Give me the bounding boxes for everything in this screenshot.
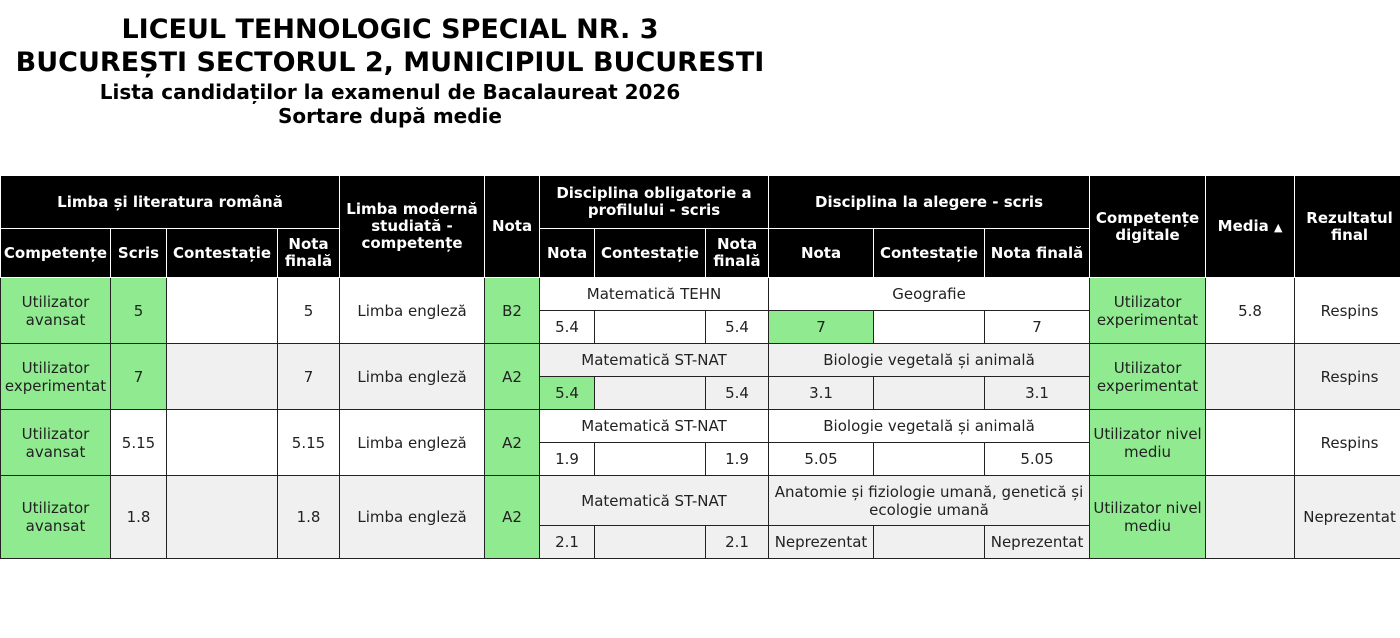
cell-competente: Utilizator experimentat xyxy=(1,344,111,410)
cell-digitale: Utilizator nivel mediu xyxy=(1090,476,1206,559)
header-scris[interactable]: Scris xyxy=(111,229,167,278)
cell-alegere-nota: Neprezentat xyxy=(769,526,874,559)
cell-alegere-name: Biologie vegetală și animală xyxy=(769,410,1090,443)
cell-contestatie xyxy=(167,344,278,410)
cell-rezultat: Respins xyxy=(1295,278,1400,344)
cell-nota-finala: 5 xyxy=(278,278,340,344)
cell-nota-limba: B2 xyxy=(485,278,540,344)
cell-nota-finala: 1.8 xyxy=(278,476,340,559)
header-media-label: Media xyxy=(1217,216,1269,235)
cell-alegere-nota-finala: 5.05 xyxy=(985,443,1090,476)
header-alegere-contestatie[interactable]: Contestație xyxy=(874,229,985,278)
header-digitale[interactable]: Competențe digitale xyxy=(1090,176,1206,278)
cell-oblig-nota: 5.4 xyxy=(540,311,595,344)
cell-media xyxy=(1206,410,1295,476)
cell-competente: Utilizator avansat xyxy=(1,278,111,344)
cell-rezultat: Respins xyxy=(1295,344,1400,410)
table-body xyxy=(1,278,1400,559)
cell-oblig-contestatie xyxy=(595,377,706,410)
cell-alegere-contestatie xyxy=(874,377,985,410)
cell-digitale: Utilizator experimentat xyxy=(1090,278,1206,344)
cell-digitale: Utilizator nivel mediu xyxy=(1090,410,1206,476)
cell-oblig-nota-finala: 5.4 xyxy=(706,377,769,410)
cell-alegere-nota: 7 xyxy=(769,311,874,344)
sort-ascending-icon[interactable]: ▲ xyxy=(1273,220,1283,234)
cell-media xyxy=(1206,344,1295,410)
header-oblig-nota[interactable]: Nota xyxy=(540,229,595,278)
cell-alegere-nota-finala: Neprezentat xyxy=(985,526,1090,559)
cell-nota-limba: A2 xyxy=(485,344,540,410)
cell-alegere-name: Anatomie și fiziologie umană, genetică și ecologie umană xyxy=(769,476,1090,526)
cell-oblig-nota-finala: 1.9 xyxy=(706,443,769,476)
cell-rezultat: Neprezentat xyxy=(1295,476,1400,559)
cell-rezultat: Respins xyxy=(1295,410,1400,476)
cell-oblig-nota-finala: 2.1 xyxy=(706,526,769,559)
table-row xyxy=(1,278,1400,311)
header-alegere-group[interactable]: Disciplina la alegere - scris xyxy=(769,176,1090,229)
cell-scris: 7 xyxy=(111,344,167,410)
cell-competente: Utilizator avansat xyxy=(1,476,111,559)
cell-alegere-contestatie xyxy=(874,526,985,559)
cell-alegere-nota-finala: 3.1 xyxy=(985,377,1090,410)
cell-limba: Limba engleză xyxy=(340,344,485,410)
cell-oblig-name: Matematică ST-NAT xyxy=(540,476,769,526)
cell-nota-limba: A2 xyxy=(485,476,540,559)
cell-digitale: Utilizator experimentat xyxy=(1090,344,1206,410)
cell-alegere-contestatie xyxy=(874,311,985,344)
table-row xyxy=(1,344,1400,377)
header-media[interactable] xyxy=(1206,176,1295,278)
cell-alegere-name: Geografie xyxy=(769,278,1090,311)
table-row xyxy=(1,476,1400,526)
cell-oblig-contestatie xyxy=(595,443,706,476)
sort-description: Sortare după medie xyxy=(278,104,502,128)
cell-oblig-contestatie xyxy=(595,311,706,344)
table-row xyxy=(1,410,1400,443)
header-oblig-contestatie[interactable]: Contestație xyxy=(595,229,706,278)
cell-oblig-nota: 1.9 xyxy=(540,443,595,476)
cell-alegere-nota-finala: 7 xyxy=(985,311,1090,344)
header-competente[interactable]: Competențe xyxy=(1,229,111,278)
header-contestatie[interactable]: Contestație xyxy=(167,229,278,278)
header-alegere-nota-finala[interactable]: Nota finală xyxy=(985,229,1090,278)
cell-scris: 5 xyxy=(111,278,167,344)
cell-competente: Utilizator avansat xyxy=(1,410,111,476)
school-location: BUCUREȘTI SECTORUL 2, MUNICIPIUL BUCURESTI xyxy=(15,47,765,78)
cell-limba: Limba engleză xyxy=(340,476,485,559)
cell-limba: Limba engleză xyxy=(340,278,485,344)
list-title: Lista candidaților la examenul de Bacalaureat 2026 xyxy=(99,80,681,104)
header-nota-finala[interactable]: Nota finală xyxy=(278,229,340,278)
cell-alegere-name: Biologie vegetală și animală xyxy=(769,344,1090,377)
header-rezultat[interactable]: Rezultatul final xyxy=(1295,176,1400,278)
cell-oblig-nota: 5.4 xyxy=(540,377,595,410)
cell-oblig-name: Matematică ST-NAT xyxy=(540,344,769,377)
table-header xyxy=(1,176,1400,278)
cell-contestatie xyxy=(167,476,278,559)
header-obligatorie-group[interactable]: Disciplina obligatorie a profilului - scris xyxy=(540,176,769,229)
cell-oblig-nota: 2.1 xyxy=(540,526,595,559)
cell-nota-finala: 7 xyxy=(278,344,340,410)
cell-scris: 5.15 xyxy=(111,410,167,476)
cell-nota-limba: A2 xyxy=(485,410,540,476)
cell-scris: 1.8 xyxy=(111,476,167,559)
cell-oblig-name: Matematică ST-NAT xyxy=(540,410,769,443)
header-nota-limba[interactable]: Nota xyxy=(485,176,540,278)
cell-alegere-contestatie xyxy=(874,443,985,476)
cell-media: 5.8 xyxy=(1206,278,1295,344)
header-oblig-nota-finala[interactable]: Nota finală xyxy=(706,229,769,278)
header-limba-moderna[interactable]: Limba modernă studiată - competențe xyxy=(340,176,485,278)
cell-alegere-nota: 5.05 xyxy=(769,443,874,476)
header-romana-group[interactable]: Limba și literatura română xyxy=(1,176,340,229)
results-table xyxy=(0,175,1400,559)
cell-oblig-nota-finala: 5.4 xyxy=(706,311,769,344)
school-name: LICEUL TEHNOLOGIC SPECIAL NR. 3 xyxy=(121,14,659,45)
cell-contestatie xyxy=(167,410,278,476)
header-alegere-nota[interactable]: Nota xyxy=(769,229,874,278)
cell-nota-finala: 5.15 xyxy=(278,410,340,476)
cell-oblig-contestatie xyxy=(595,526,706,559)
cell-contestatie xyxy=(167,278,278,344)
cell-oblig-name: Matematică TEHN xyxy=(540,278,769,311)
cell-limba: Limba engleză xyxy=(340,410,485,476)
cell-alegere-nota: 3.1 xyxy=(769,377,874,410)
cell-media xyxy=(1206,476,1295,559)
